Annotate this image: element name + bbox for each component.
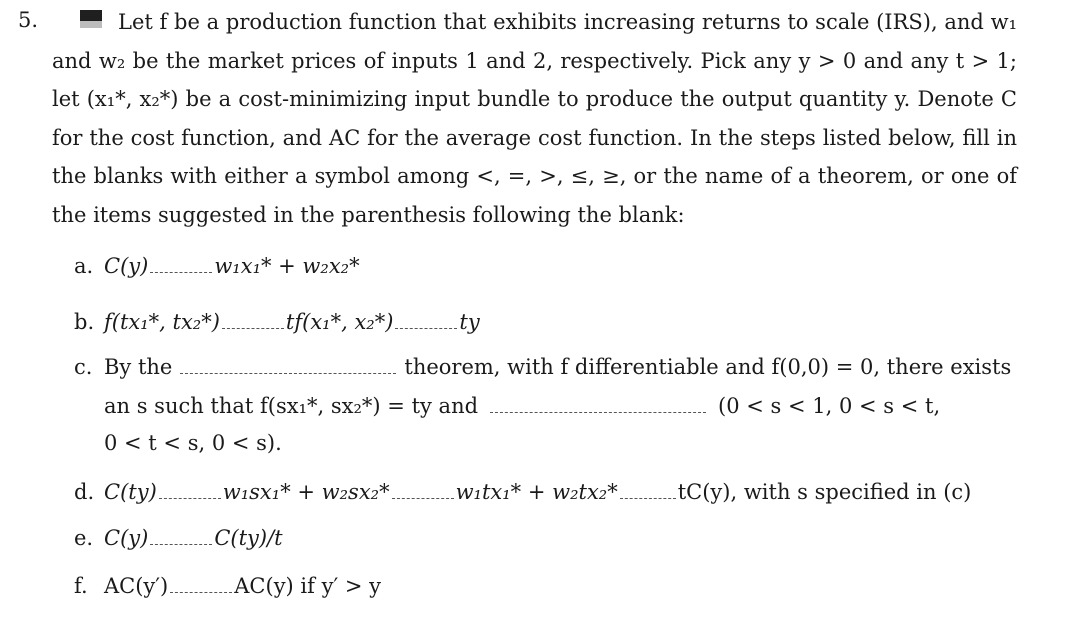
expr: C(y) bbox=[104, 525, 149, 550]
expr: f(tx₁*, tx₂*) bbox=[104, 309, 220, 334]
text: 0 < t < s, 0 < s). bbox=[104, 431, 282, 455]
item-d bbox=[74, 479, 971, 504]
expr: tf(x₁*, x₂*) bbox=[285, 309, 394, 334]
item-label: d. bbox=[74, 479, 95, 504]
blank[interactable] bbox=[159, 479, 221, 499]
item-e bbox=[74, 525, 283, 550]
item-label: c. bbox=[74, 354, 93, 379]
item-c-line2 bbox=[104, 393, 940, 418]
item-label: e. bbox=[74, 525, 94, 550]
expr: ty bbox=[459, 309, 480, 334]
blank[interactable] bbox=[150, 525, 212, 545]
item-label: a. bbox=[74, 253, 94, 278]
blank[interactable] bbox=[150, 253, 212, 273]
blank[interactable] bbox=[620, 479, 676, 499]
text: theorem, with f differentiable and f(0,0) = 0, there exists bbox=[404, 354, 1012, 379]
expr: w₁tx₁* + w₂tx₂* bbox=[455, 479, 618, 504]
text: an s such that f(sx₁*, sx₂*) = ty and bbox=[104, 393, 479, 418]
item-label: b. bbox=[74, 309, 95, 334]
item-c bbox=[74, 354, 1011, 379]
expr: C(ty) bbox=[104, 479, 157, 504]
blank[interactable] bbox=[170, 573, 232, 593]
expr: tC(y), with s specified in (c) bbox=[677, 479, 972, 504]
item-f bbox=[74, 573, 381, 598]
expr: AC(y′) bbox=[104, 573, 169, 598]
item-a bbox=[74, 253, 360, 278]
expr: C(y) bbox=[104, 253, 149, 278]
expr: C(ty)/t bbox=[214, 525, 283, 550]
blank[interactable] bbox=[490, 393, 706, 413]
item-b bbox=[74, 309, 480, 334]
blank[interactable] bbox=[392, 479, 454, 499]
expr: AC(y) if y′ > y bbox=[234, 573, 382, 598]
expr: w₁sx₁* + w₂sx₂* bbox=[222, 479, 390, 504]
intro-text: Let f be a production function that exhibits increasing returns to scale (IRS), and w₁ and w₂ be the market prices of inputs 1 and 2, respectively. Pick any y > 0 and any t > 1; let (x₁*, x₂*) be a cost-minimizing input bundle to produce the output quantity y. Denote C for the cost function, and AC for the average cost function. In the steps listed below, fill in the blanks with either a symbol among <, =, >, ≤, ≥, or the name of a theorem, or one of the items suggested in the parenthesis following the blank: bbox=[52, 10, 1017, 227]
expr: w₁x₁* + w₂x₂* bbox=[214, 253, 360, 278]
problem-number: 5. bbox=[18, 8, 39, 32]
item-c-line3 bbox=[104, 431, 282, 455]
text: (0 < s < 1, 0 < s < t, bbox=[718, 393, 941, 418]
blank[interactable] bbox=[180, 354, 396, 374]
blank[interactable] bbox=[395, 309, 457, 329]
text: By the bbox=[104, 354, 173, 379]
item-label: f. bbox=[74, 573, 88, 598]
problem-intro bbox=[52, 3, 1017, 235]
blank[interactable] bbox=[222, 309, 284, 329]
